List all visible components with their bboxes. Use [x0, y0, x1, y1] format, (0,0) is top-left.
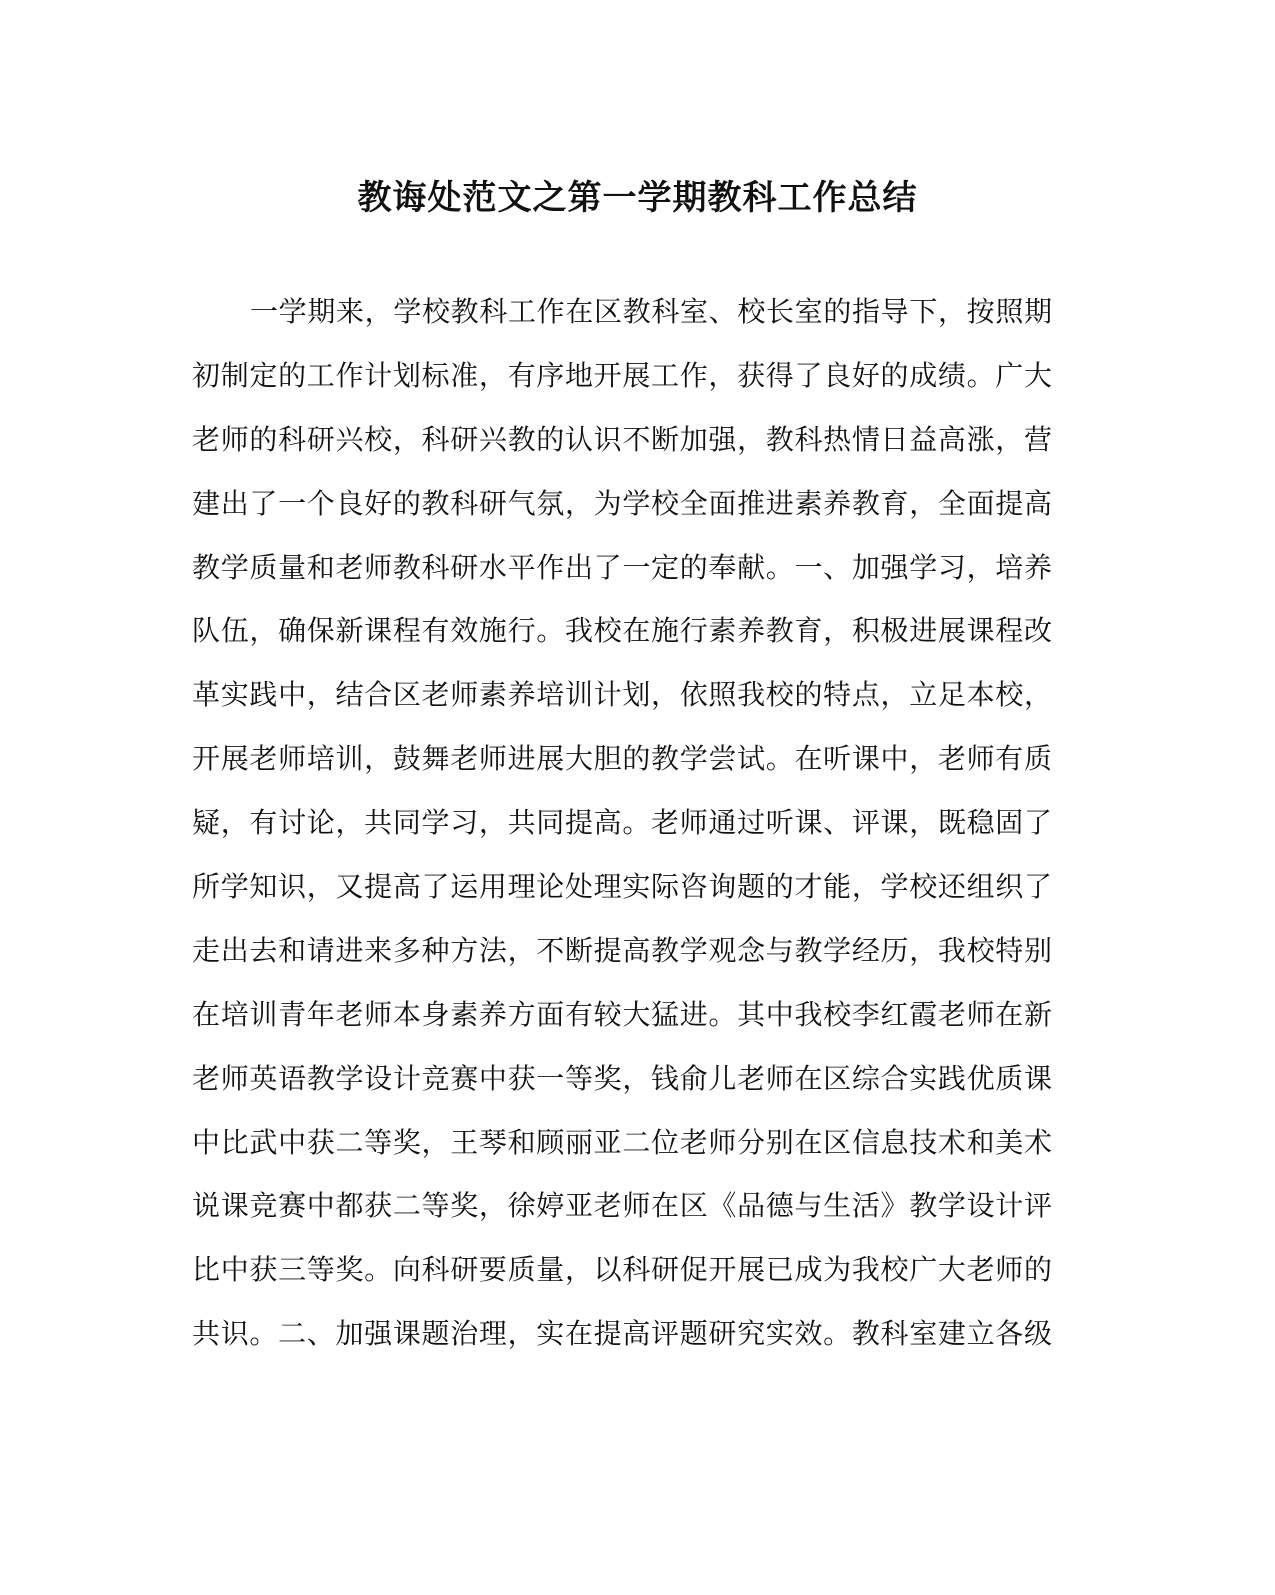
body-line: 中比武中获二等奖，王琴和顾丽亚二位老师分别在区信息技术和美术 — [192, 1125, 1052, 1159]
body-line: 共识。二、加强课题治理，实在提高评题研究实效。教科室建立各级 — [192, 1317, 1052, 1351]
body-line: 革实践中，结合区老师素养培训计划，依照我校的特点，立足本校， — [192, 678, 1052, 712]
body-line: 建出了一个良好的教科研气氛，为学校全面推进素养教育，全面提高 — [192, 486, 1052, 520]
body-line: 老师英语教学设计竞赛中获一等奖，钱俞儿老师在区综合实践优质课 — [192, 1061, 1052, 1095]
body-line: 教学质量和老师教科研水平作出了一定的奉献。一、加强学习，培养 — [192, 550, 1052, 584]
body-line: 初制定的工作计划标准，有序地开展工作，获得了良好的成绩。广大 — [192, 358, 1052, 392]
body-line: 说课竞赛中都获二等奖，徐婷亚老师在区《品德与生活》教学设计评 — [192, 1189, 1052, 1223]
body-line: 比中获三等奖。向科研要质量，以科研促开展已成为我校广大老师的 — [192, 1253, 1052, 1287]
document-title: 教诲处范文之第一学期教科工作总结 — [357, 178, 918, 218]
document-body — [192, 280, 1052, 1366]
body-line: 疑，有讨论，共同学习，共同提高。老师通过听课、评课，既稳固了 — [192, 806, 1052, 840]
body-line: 走出去和请进来多种方法，不断提高教学观念与教学经历，我校特别 — [192, 933, 1052, 967]
body-line: 队伍，确保新课程有效施行。我校在施行素养教育，积极进展课程改 — [192, 614, 1052, 648]
body-line: 一学期来，学校教科工作在区教科室、校长室的指导下，按照期 — [250, 295, 1052, 328]
body-line: 所学知识，又提高了运用理论处理实际咨询题的才能，学校还组织了 — [192, 870, 1052, 904]
body-line: 在培训青年老师本身素养方面有较大猛进。其中我校李红霞老师在新 — [192, 997, 1052, 1031]
body-line: 开展老师培训，鼓舞老师进展大胆的教学尝试。在听课中，老师有质 — [192, 742, 1052, 776]
body-line: 老师的科研兴校，科研兴教的认识不断加强，教科热情日益高涨，营 — [192, 422, 1052, 456]
